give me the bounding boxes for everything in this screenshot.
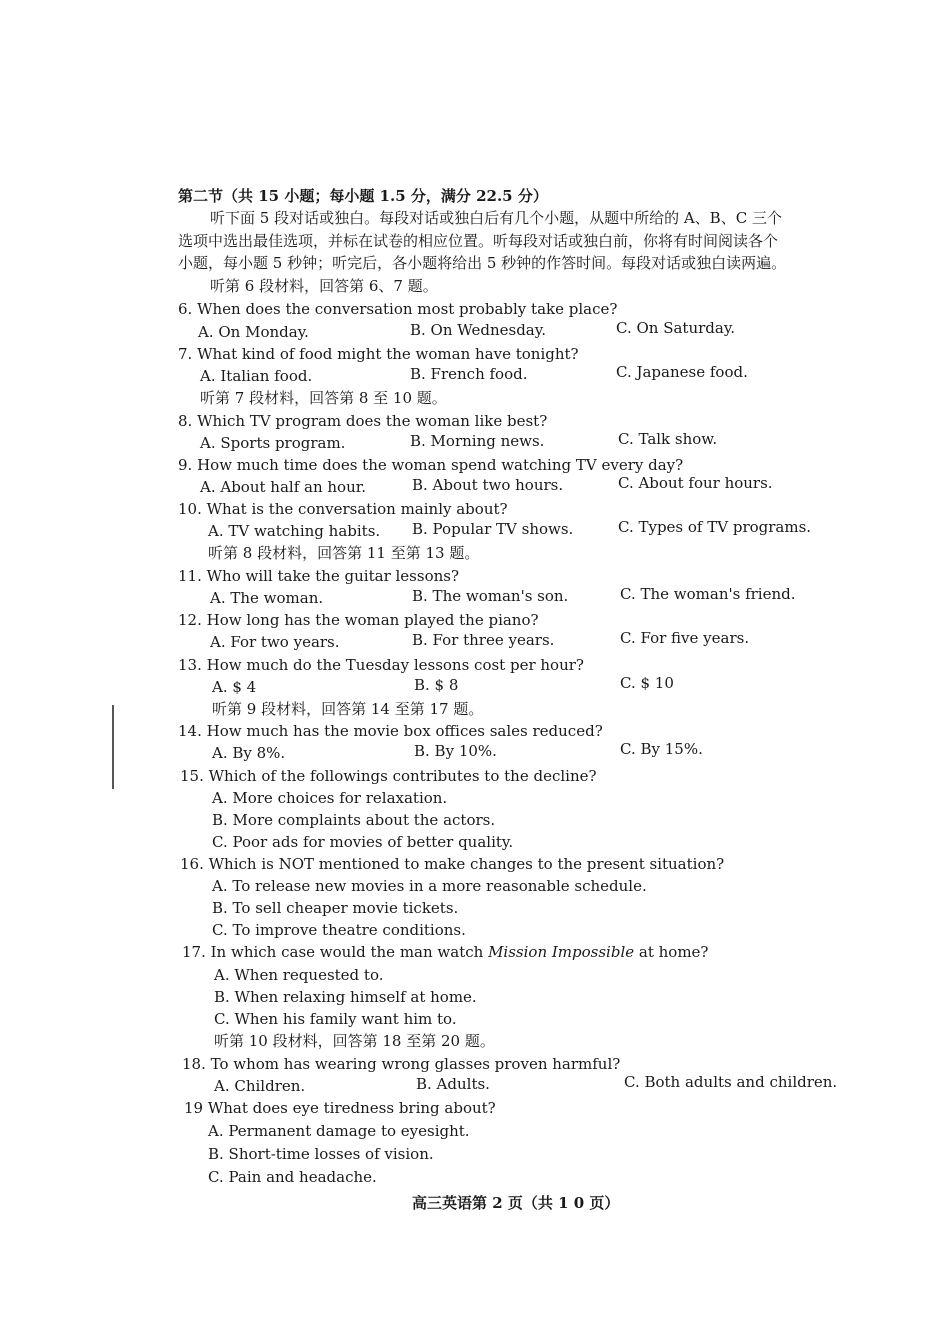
- option-a: A. Children.: [214, 1077, 306, 1095]
- option-a: A. $ 4: [212, 678, 257, 696]
- option-c: C. By 15%.: [620, 740, 703, 758]
- group-label: 听第 8 段材料，回答第 11 至第 13 题。: [208, 544, 480, 562]
- option-b: B. Adults.: [416, 1075, 490, 1093]
- option-b: B. French food.: [410, 365, 528, 383]
- option-c: C. About four hours.: [618, 474, 773, 492]
- scan-margin-mark: [112, 705, 114, 789]
- option-c: C. $ 10: [620, 674, 674, 692]
- option-c: C. Pain and headache.: [208, 1168, 377, 1186]
- option-a: A. Italian food.: [200, 367, 313, 385]
- option-b: B. More complaints about the actors.: [212, 811, 496, 829]
- question-text: 19 What does eye tiredness bring about?: [184, 1099, 496, 1117]
- group-label: 听第 10 段材料，回答第 18 至第 20 题。: [214, 1032, 495, 1050]
- option-c: C. Both adults and children.: [624, 1073, 838, 1091]
- question-text: 15. Which of the followings contributes to the decline?: [180, 767, 597, 785]
- question-text: 11. Who will take the guitar lessons?: [178, 567, 460, 585]
- option-c: C. Japanese food.: [616, 363, 748, 381]
- group-label: 听第 6 段材料，回答第 6、7 题。: [210, 277, 438, 295]
- option-c: C. Poor ads for movies of better quality.: [212, 833, 514, 851]
- option-b: B. Morning news.: [410, 432, 545, 450]
- option-a: A. When requested to.: [214, 966, 384, 984]
- instructions-line-1: 听下面 5 段对话或独白。每段对话或独白后有几个小题，从题中所给的 A、B、C 三个: [210, 209, 782, 227]
- question-text: [182, 942, 708, 962]
- question-text: 18. To whom has wearing wrong glasses proven harmful?: [182, 1055, 621, 1073]
- option-b: B. Short-time losses of vision.: [208, 1145, 434, 1163]
- instructions-line-2: 选项中选出最佳选项，并标在试卷的相应位置。听每段对话或独白前，你将有时间阅读各个: [178, 232, 779, 250]
- question-text: 16. Which is NOT mentioned to make changes to the present situation?: [180, 855, 725, 873]
- option-a: A. The woman.: [210, 589, 324, 607]
- option-c: C. To improve theatre conditions.: [212, 921, 466, 939]
- question-text: 12. How long has the woman played the piano?: [178, 611, 539, 629]
- option-c: C. On Saturday.: [616, 319, 736, 337]
- option-a: A. More choices for relaxation.: [212, 789, 448, 807]
- question-text: 10. What is the conversation mainly about?: [178, 500, 508, 518]
- option-c: C. Types of TV programs.: [618, 518, 812, 536]
- option-a: A. Sports program.: [200, 434, 346, 452]
- question-text: 8. Which TV program does the woman like best?: [178, 412, 548, 430]
- option-c: C. When his family want him to.: [214, 1010, 457, 1028]
- option-a: A. Permanent damage to eyesight.: [208, 1122, 470, 1140]
- option-c: C. Talk show.: [618, 430, 718, 448]
- page-footer: 高三英语第 2 页（共 1 0 页）: [412, 1194, 620, 1212]
- instructions-line-3: 小题，每小题 5 秒钟；听完后，各小题将给出 5 秒钟的作答时间。每段对话或独白读两遍。: [178, 254, 787, 272]
- option-b: B. Popular TV shows.: [412, 520, 574, 538]
- option-a: A. To release new movies in a more reasonable schedule.: [212, 877, 647, 895]
- group-label: 听第 7 段材料，回答第 8 至 10 题。: [200, 389, 447, 407]
- question-text-end: at home?: [634, 943, 709, 961]
- question-text-start: 17. In which case would the man watch: [182, 943, 489, 961]
- option-b: B. $ 8: [414, 676, 459, 694]
- section-title: 第二节（共 15 小题；每小题 1.5 分，满分 22.5 分）: [178, 187, 548, 205]
- option-b: B. When relaxing himself at home.: [214, 988, 477, 1006]
- option-b: B. On Wednesday.: [410, 321, 546, 339]
- group-label: 听第 9 段材料，回答第 14 至第 17 题。: [212, 700, 484, 718]
- option-b: B. By 10%.: [414, 742, 497, 760]
- option-b: B. About two hours.: [412, 476, 564, 494]
- question-text: 13. How much do the Tuesday lessons cost per hour?: [178, 656, 584, 674]
- option-c: C. The woman's friend.: [620, 585, 796, 603]
- movie-title: Mission Impossible: [488, 943, 635, 961]
- option-a: A. TV watching habits.: [208, 522, 381, 540]
- option-b: B. To sell cheaper movie tickets.: [212, 899, 459, 917]
- option-a: A. By 8%.: [212, 744, 286, 762]
- option-c: C. For five years.: [620, 629, 750, 647]
- option-b: B. The woman's son.: [412, 587, 569, 605]
- question-text: 6. When does the conversation most probably take place?: [178, 300, 618, 318]
- option-a: A. About half an hour.: [200, 478, 367, 496]
- question-text: 7. What kind of food might the woman have tonight?: [178, 345, 579, 363]
- question-text: 14. How much has the movie box offices sales reduced?: [178, 722, 603, 740]
- question-text: 9. How much time does the woman spend watching TV every day?: [178, 456, 684, 474]
- option-b: B. For three years.: [412, 631, 555, 649]
- option-a: A. For two years.: [210, 633, 340, 651]
- option-a: A. On Monday.: [198, 323, 309, 341]
